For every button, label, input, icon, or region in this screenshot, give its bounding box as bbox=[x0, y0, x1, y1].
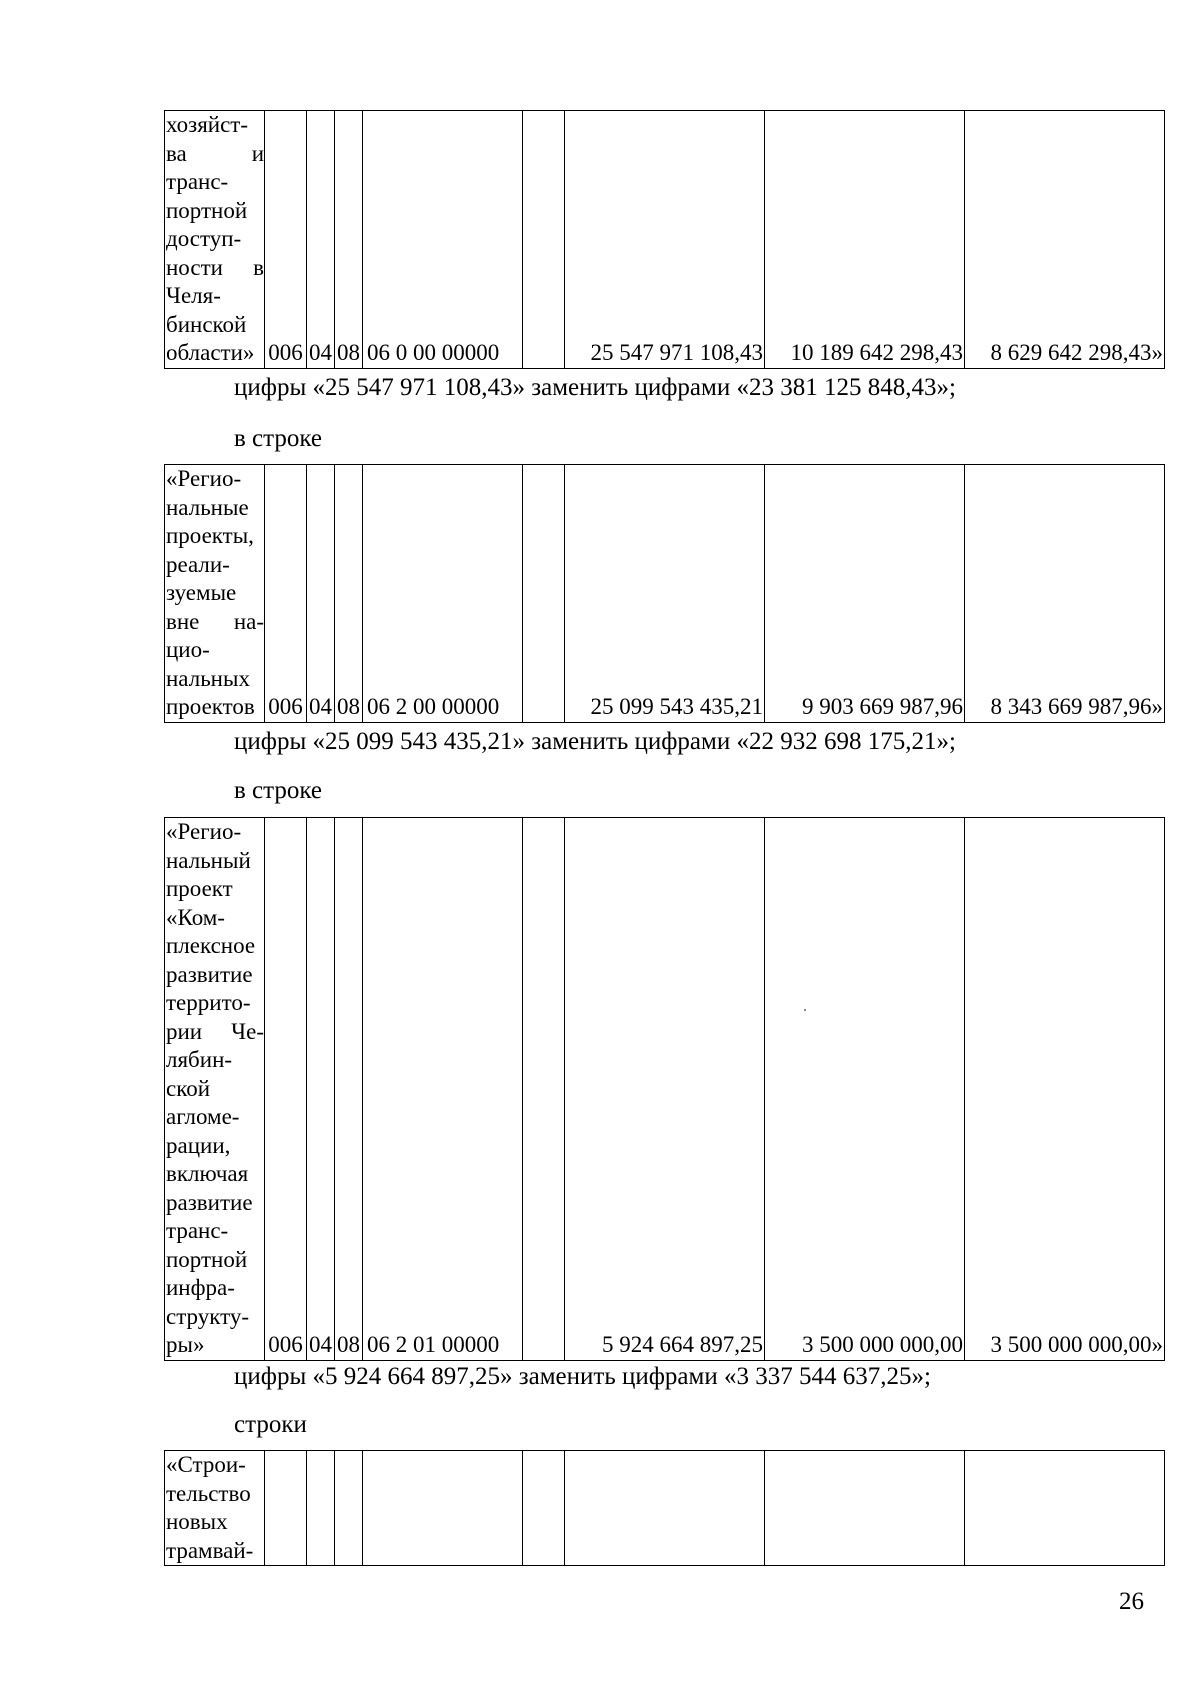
row-name-word: включая bbox=[166, 1161, 249, 1186]
code-section-cell: 04 bbox=[307, 111, 335, 369]
row-name-line bbox=[166, 818, 264, 847]
amount-year2-cell bbox=[765, 1451, 965, 1566]
row-name-line bbox=[166, 254, 264, 283]
amount-year1-cell: 5 924 664 897,25 bbox=[565, 818, 765, 1361]
row-name-line bbox=[166, 225, 264, 254]
row-name-word: «Ком- bbox=[166, 904, 225, 930]
code-subsection-cell: 08 bbox=[335, 111, 363, 369]
code-expense-type-cell bbox=[523, 1451, 565, 1566]
row-name-cell bbox=[165, 1451, 265, 1566]
row-name-word: портной bbox=[166, 1246, 248, 1272]
scan-speck bbox=[804, 1009, 806, 1011]
row-name-line bbox=[166, 494, 264, 523]
section-intro-text: строки bbox=[234, 1411, 307, 1438]
code-ministry-cell: 006 bbox=[265, 111, 307, 369]
row-name-word: Че- bbox=[231, 1018, 264, 1044]
row-name-line bbox=[166, 847, 264, 876]
row-name-word: ской bbox=[166, 1075, 211, 1101]
row-name-word: хозяйст- bbox=[166, 112, 249, 137]
budget-row-table-2 bbox=[164, 464, 1165, 723]
row-name-word: ности bbox=[166, 254, 223, 280]
amount-year3-cell: 8 343 669 987,96» bbox=[965, 465, 1165, 723]
code-target-cell: 06 2 01 00000 bbox=[363, 818, 523, 1361]
code-ministry-cell: 006 bbox=[265, 465, 307, 723]
row-name-line bbox=[166, 1075, 264, 1104]
row-name-word: лябин- bbox=[166, 1047, 233, 1072]
row-name-line bbox=[166, 1217, 264, 1246]
row-name-word: зуемые bbox=[166, 580, 237, 605]
row-name-line bbox=[166, 1160, 264, 1189]
code-target-cell: 06 2 00 00000 bbox=[363, 465, 523, 723]
row-name-word: нальный bbox=[166, 847, 251, 873]
amount-year3-cell bbox=[965, 1451, 1165, 1566]
row-name-line bbox=[166, 1480, 264, 1509]
table-row bbox=[165, 465, 1165, 723]
code-target-cell bbox=[363, 1451, 523, 1566]
row-name-word: «Регио- bbox=[166, 466, 242, 491]
code-section-cell: 04 bbox=[307, 465, 335, 723]
row-name-word: и bbox=[251, 140, 264, 166]
table-row bbox=[165, 111, 1165, 369]
row-name-line bbox=[166, 140, 264, 169]
amount-year1-cell: 25 547 971 108,43 bbox=[565, 111, 765, 369]
row-name-word: «Регио- bbox=[166, 819, 242, 844]
code-subsection-cell bbox=[335, 1451, 363, 1566]
row-name-line bbox=[166, 932, 264, 961]
row-name-line bbox=[166, 1246, 264, 1275]
row-name-line bbox=[166, 1274, 264, 1303]
row-name-word: плексное bbox=[166, 933, 256, 958]
row-name-line bbox=[166, 1132, 264, 1161]
row-name-word: вне bbox=[166, 608, 200, 634]
row-name-word: агломе- bbox=[166, 1104, 240, 1129]
row-name-line bbox=[166, 1331, 264, 1360]
amount-year2-cell: 3 500 000 000,00 bbox=[765, 818, 965, 1361]
row-name-line bbox=[166, 693, 264, 722]
row-name-line bbox=[166, 339, 264, 368]
row-name-word: террито- bbox=[166, 990, 251, 1015]
page-number: 26 bbox=[1119, 1588, 1144, 1615]
row-name-word: развитие bbox=[166, 1189, 253, 1215]
code-subsection-cell: 08 bbox=[335, 465, 363, 723]
row-name-line bbox=[166, 522, 264, 551]
code-ministry-cell: 006 bbox=[265, 818, 307, 1361]
budget-row-table-4 bbox=[164, 1450, 1165, 1566]
amount-year1-cell: 25 099 543 435,21 bbox=[565, 465, 765, 723]
row-name-word: доступ- bbox=[166, 226, 242, 251]
row-name-line bbox=[166, 111, 264, 140]
row-name-word: рии bbox=[166, 1018, 203, 1044]
row-name-line bbox=[166, 636, 264, 665]
row-name-line bbox=[166, 1508, 264, 1537]
row-name-line bbox=[166, 282, 264, 311]
row-name-line bbox=[166, 197, 264, 226]
code-ministry-cell bbox=[265, 1451, 307, 1566]
row-name-line bbox=[166, 465, 264, 494]
row-name-word: транс- bbox=[166, 169, 229, 194]
row-name-word: проектов bbox=[166, 694, 255, 719]
row-name-line bbox=[166, 1303, 264, 1332]
amount-year1-cell bbox=[565, 1451, 765, 1566]
row-name-line bbox=[166, 1018, 264, 1047]
code-subsection-cell: 08 bbox=[335, 818, 363, 1361]
row-name-line bbox=[166, 875, 264, 904]
row-name-word: проект bbox=[166, 876, 233, 901]
row-name-line bbox=[166, 168, 264, 197]
row-name-word: трамвай- bbox=[166, 1537, 254, 1563]
amount-year3-cell: 3 500 000 000,00» bbox=[965, 818, 1165, 1361]
row-name-word: Челя- bbox=[166, 283, 221, 308]
amendment-text: цифры «5 924 664 897,25» заменить цифрами «3 337 544 637,25»; bbox=[234, 1363, 931, 1390]
table-row bbox=[165, 1451, 1165, 1566]
row-name-word: ва bbox=[166, 140, 187, 166]
row-name-word: в bbox=[253, 254, 264, 280]
row-name-line bbox=[166, 608, 264, 637]
row-name-word: тельство bbox=[166, 1480, 251, 1506]
row-name-word: нальных bbox=[166, 665, 250, 691]
code-expense-type-cell bbox=[523, 111, 565, 369]
row-name-word: инфра- bbox=[166, 1275, 235, 1300]
amount-year2-cell: 10 189 642 298,43 bbox=[765, 111, 965, 369]
budget-row-table-3 bbox=[164, 817, 1165, 1361]
row-name-line bbox=[166, 551, 264, 580]
row-name-line bbox=[166, 989, 264, 1018]
row-name-word: портной bbox=[166, 197, 248, 223]
row-name-line bbox=[166, 961, 264, 990]
row-name-line bbox=[166, 1189, 264, 1218]
row-name-word: «Строи- bbox=[166, 1452, 246, 1477]
amount-year3-cell: 8 629 642 298,43» bbox=[965, 111, 1165, 369]
row-name-word: развитие bbox=[166, 961, 253, 987]
row-name-cell bbox=[165, 111, 265, 369]
row-name-cell bbox=[165, 465, 265, 723]
row-name-word: реали- bbox=[166, 551, 230, 577]
row-name-word: на- bbox=[233, 608, 264, 634]
row-name-cell bbox=[165, 818, 265, 1361]
code-expense-type-cell bbox=[523, 818, 565, 1361]
row-name-word: ры» bbox=[166, 1332, 205, 1357]
row-name-line bbox=[166, 1046, 264, 1075]
budget-row-table-1 bbox=[164, 110, 1165, 369]
code-section-cell bbox=[307, 1451, 335, 1566]
code-target-cell: 06 0 00 00000 bbox=[363, 111, 523, 369]
section-intro-text: в строке bbox=[234, 425, 323, 452]
row-name-word: рации, bbox=[166, 1132, 231, 1158]
row-name-word: структу- bbox=[166, 1303, 250, 1329]
row-name-word: бинской bbox=[166, 311, 247, 337]
row-name-line bbox=[166, 1103, 264, 1132]
row-name-word: транс- bbox=[166, 1218, 229, 1243]
code-expense-type-cell bbox=[523, 465, 565, 723]
row-name-line bbox=[166, 904, 264, 933]
row-name-word: области» bbox=[166, 340, 255, 365]
row-name-line bbox=[166, 1537, 264, 1566]
row-name-word: новых bbox=[166, 1509, 228, 1534]
row-name-word: проекты, bbox=[166, 523, 254, 548]
amendment-text: цифры «25 099 543 435,21» заменить цифрами «22 932 698 175,21»; bbox=[234, 728, 956, 755]
section-intro-text: в строке bbox=[234, 777, 323, 804]
amount-year2-cell: 9 903 669 987,96 bbox=[765, 465, 965, 723]
row-name-line bbox=[166, 665, 264, 694]
row-name-word: цио- bbox=[166, 637, 210, 662]
row-name-line bbox=[166, 311, 264, 340]
row-name-line bbox=[166, 1451, 264, 1480]
code-section-cell: 04 bbox=[307, 818, 335, 1361]
amendment-text: цифры «25 547 971 108,43» заменить цифрами «23 381 125 848,43»; bbox=[234, 374, 956, 401]
table-row bbox=[165, 818, 1165, 1361]
row-name-line bbox=[166, 579, 264, 608]
row-name-word: нальные bbox=[166, 494, 249, 520]
